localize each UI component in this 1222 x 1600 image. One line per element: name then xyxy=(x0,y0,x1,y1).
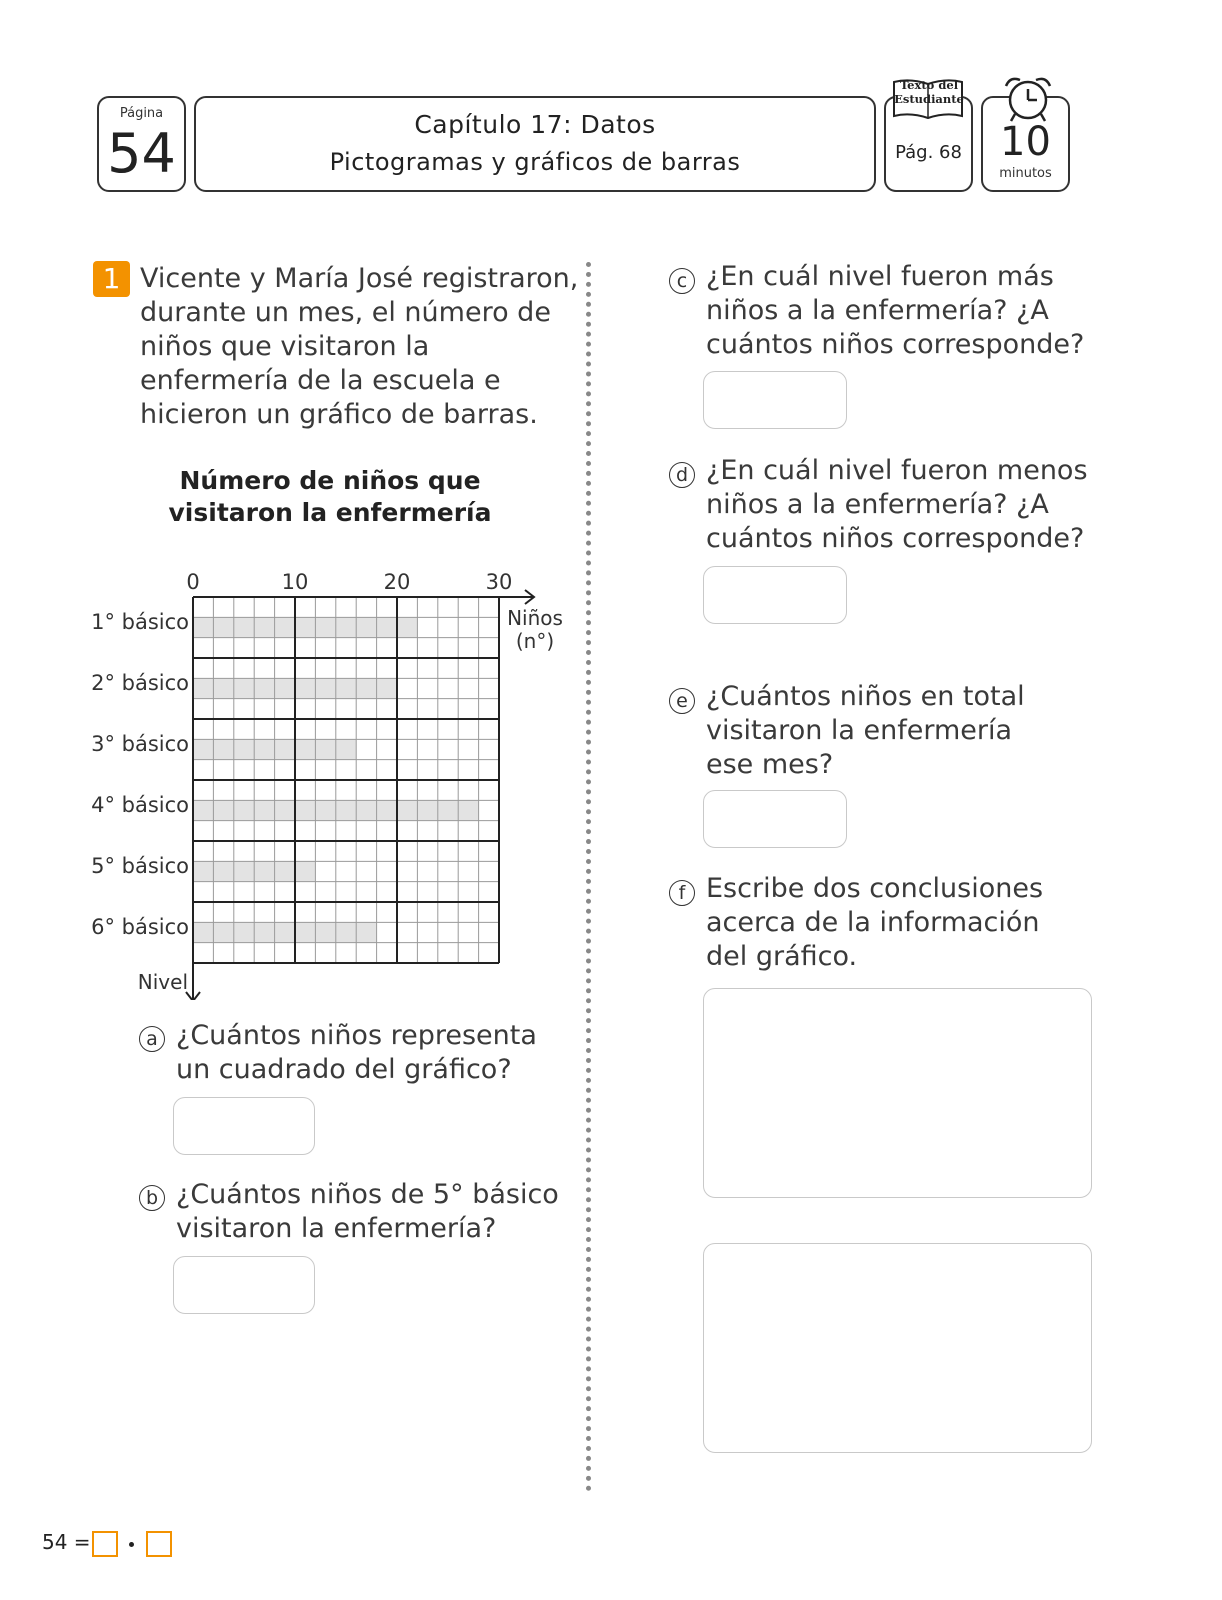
question-number: 1 xyxy=(93,261,130,297)
x-tick-label: 30 xyxy=(485,570,513,594)
page-label: Página xyxy=(119,106,164,121)
book-page-ref: Pág. 68 xyxy=(895,142,962,163)
answer-box-f-1[interactable] xyxy=(703,988,1092,1198)
category-label: 5° básico xyxy=(91,854,189,878)
time-unit: minutos xyxy=(999,166,1052,181)
category-label: 1° básico xyxy=(91,610,189,634)
category-label: 6° básico xyxy=(91,915,189,939)
footer-factor-box-1[interactable] xyxy=(92,1531,118,1557)
question-b-text: ¿Cuántos niños de 5° básico visitaron la enfermería? xyxy=(176,1179,559,1244)
letter-e-circle: e xyxy=(669,688,695,714)
question-a-text: ¿Cuántos niños representa un cuadrado del gráfico? xyxy=(176,1020,537,1085)
question-c-text: ¿En cuál nivel fueron más niños a la enfermería? ¿A cuántos niños corresponde? xyxy=(706,261,1085,360)
letter-c-circle: c xyxy=(669,268,695,294)
x-tick-label: 20 xyxy=(383,570,411,594)
book-label: Texto del Estudiante xyxy=(894,78,964,106)
time-value: 10 xyxy=(1000,119,1051,165)
category-label: 2° básico xyxy=(91,671,189,695)
letter-f-circle: f xyxy=(669,880,695,906)
category-label: 4° básico xyxy=(91,793,189,817)
answer-box-e[interactable] xyxy=(703,790,847,848)
chapter-title: Capítulo 17: Datos xyxy=(414,110,656,139)
multiplication-dot xyxy=(129,1542,134,1547)
bar-6 xyxy=(193,922,377,942)
letter-a-circle: a xyxy=(139,1026,165,1052)
answer-box-d[interactable] xyxy=(703,566,847,624)
x-axis-label: (n°) xyxy=(515,629,555,653)
chart-title: Número de niños que visitaron la enfermería xyxy=(168,466,492,527)
bar-chart xyxy=(0,0,600,1000)
category-label: 3° básico xyxy=(91,732,189,756)
page-number: 54 xyxy=(107,122,176,185)
question-f-text: Escribe dos conclusiones acerca de la información del gráfico. xyxy=(706,873,1044,972)
y-axis-label: Nivel xyxy=(137,970,188,994)
letter-b-circle: b xyxy=(139,1185,165,1211)
question-intro: Vicente y María José registraron, durante un mes, el número de niños que visitaron la enfermería de la escuela e hicieron un gráfico de barras. xyxy=(140,263,579,430)
time-box xyxy=(981,96,1070,192)
question-e-text: ¿Cuántos niños en total visitaron la enfermería ese mes? xyxy=(706,681,1025,780)
answer-box-f-2[interactable] xyxy=(703,1243,1092,1453)
question-d-text: ¿En cuál nivel fueron menos niños a la enfermería? ¿A cuántos niños corresponde? xyxy=(706,455,1088,554)
bar-1 xyxy=(193,617,417,637)
answer-box-b[interactable] xyxy=(173,1256,315,1314)
footer-equation: 54 = xyxy=(42,1530,91,1554)
x-tick-label: 0 xyxy=(186,570,200,594)
answer-box-c[interactable] xyxy=(703,371,847,429)
x-axis-label: Niños xyxy=(507,606,563,630)
footer-factor-box-2[interactable] xyxy=(146,1531,172,1557)
chapter-subtitle: Pictogramas y gráficos de barras xyxy=(329,148,741,176)
answer-box-a[interactable] xyxy=(173,1097,315,1155)
letter-d-circle: d xyxy=(669,462,695,488)
student-book-box xyxy=(884,78,973,192)
dotted-divider xyxy=(586,262,591,1492)
x-tick-label: 10 xyxy=(281,570,309,594)
